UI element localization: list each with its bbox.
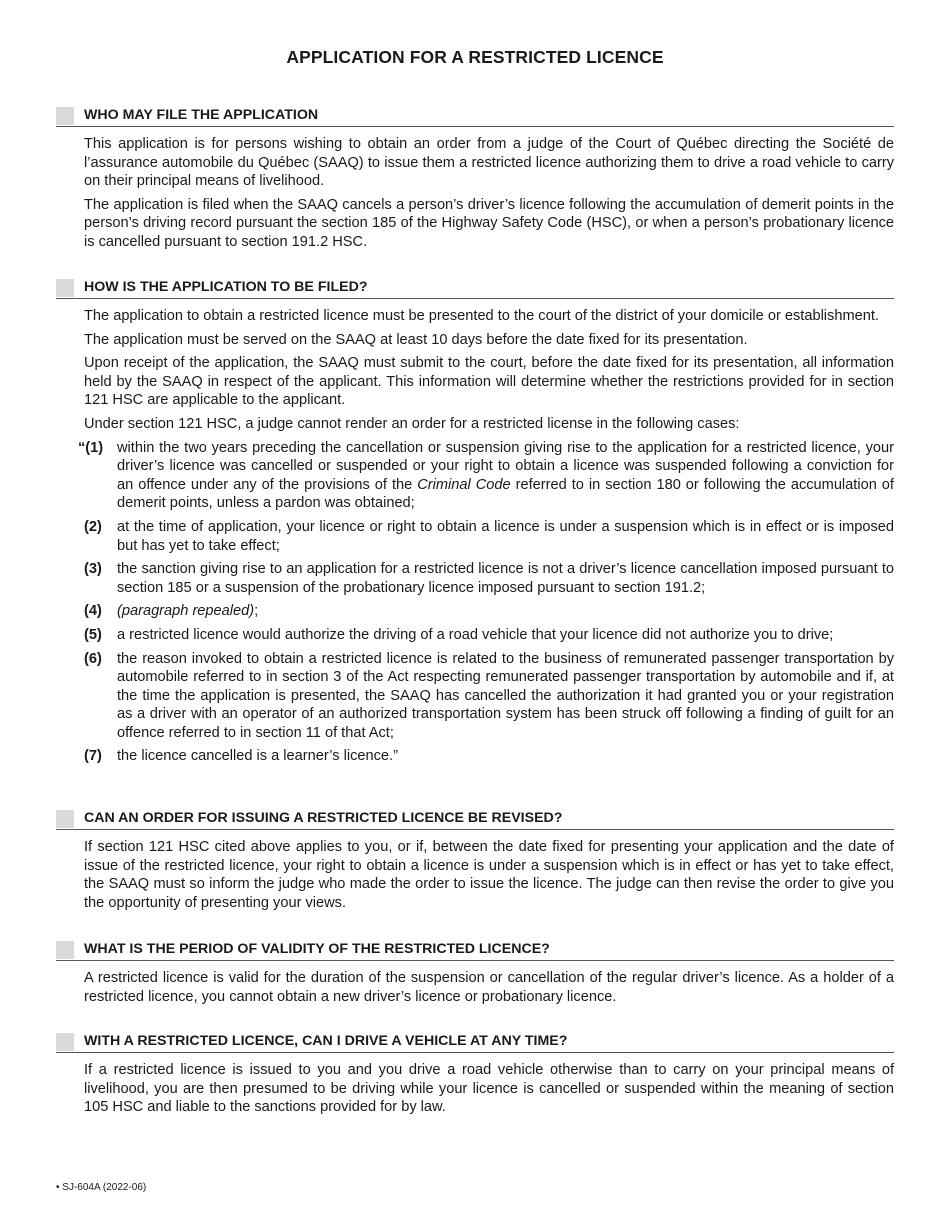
section-heading: WHO MAY FILE THE APPLICATION [84, 107, 319, 123]
section-marker [56, 107, 74, 125]
item-number: (7) [84, 748, 102, 765]
section-order-revised [56, 809, 894, 917]
paragraph: If a restricted licence is issued to you and you drive a road vehicle otherwise than to carry on your principal means of livelihood, you are then presumed to be driving while your licence is cancelled or suspended within the meaning of section 105 HSC and liable to the sanctions provided for by law. [84, 1062, 894, 1116]
restriction-list [78, 439, 894, 767]
page-title: APPLICATION FOR A RESTRICTED LICENCE [286, 47, 664, 67]
item-text-italic: Criminal Code [417, 476, 511, 493]
section-marker [56, 1033, 74, 1051]
section-heading: WITH A RESTRICTED LICENCE, CAN I DRIVE A VEHICLE AT ANY TIME? [84, 1033, 568, 1049]
section-header [56, 1032, 894, 1053]
paragraph: The application is filed when the SAAQ cancels a person’s driver’s licence following the accumulation of demerit points in the person’s driving record pursuant the section 185 of the Highway Safety Code (HSC), or when a person’s probationary licence is cancelled pursuant to section 191.2 HSC. [84, 196, 894, 250]
item-text: referred to in section 180 or following the accumulation of demerit points, unless a pardon was obtained; [117, 476, 894, 512]
paragraph: Upon receipt of the application, the SAAQ must submit to the court, before the date fixed for its presentation, all information held by the SAAQ in respect of the applicant. This information will determine whether the restrictions provided for in section 121 HSC are applicable to the applicant. [84, 355, 894, 409]
section-drive-any-time [56, 1032, 894, 1122]
item-number: (2) [84, 518, 102, 535]
section-marker [56, 810, 74, 828]
list-item [84, 626, 894, 645]
section-who-may-file [56, 106, 894, 257]
item-number: (3) [84, 561, 102, 578]
paragraph: Under section 121 HSC, a judge cannot render an order for a restricted license in the following cases: [84, 415, 740, 432]
list-item [78, 439, 894, 513]
section-header [56, 278, 894, 299]
paragraph: A restricted licence is valid for the duration of the suspension or cancellation of the regular driver’s licence. As a holder of a restricted licence, you cannot obtain a new driver’s licence or probationary licence. [84, 970, 894, 1005]
section-heading: HOW IS THE APPLICATION TO BE FILED? [84, 279, 368, 295]
list-item [84, 650, 894, 743]
paragraph: The application must be served on the SAAQ at least 10 days before the date fixed for its presentation. [84, 331, 748, 348]
section-heading: WHAT IS THE PERIOD OF VALIDITY OF THE RESTRICTED LICENCE? [84, 941, 550, 957]
form-code: • SJ-604A (2022-06) [56, 1182, 147, 1193]
section-header [56, 106, 894, 127]
item-text: within the two years preceding the cancellation or suspension giving rise to the application for a restricted licence, your driver’s licence was cancelled or suspended or your right to obtain a licence was suspended following a conviction for an offence under any of the provisions of the [117, 439, 894, 493]
item-text: the sanction giving rise to an application for a restricted licence is not a driver’s licence cancellation imposed pursuant to section 185 or a suspension of the probationary licence imposed pursuant to section 191.2; [117, 561, 894, 596]
item-number: (4) [84, 603, 102, 620]
section-header [56, 809, 894, 830]
list-item [84, 747, 894, 766]
paragraph: This application is for persons wishing to obtain an order from a judge of the Court of Québec directing the Société de l’assurance automobile du Québec (SAAQ) to issue them a restricted licence authorizing them to drive a road vehicle to carry on their principal means of livelihood. [84, 136, 894, 190]
item-text: ; [254, 603, 259, 620]
section-heading: CAN AN ORDER FOR ISSUING A RESTRICTED LICENCE BE REVISED? [84, 810, 563, 826]
item-text: the licence cancelled is a learner’s licence.” [117, 748, 398, 765]
list-item [84, 602, 894, 621]
paragraph: If section 121 HSC cited above applies to you, or if, between the date fixed for presenting your application and the date of issue of the restricted licence, your right to obtain a licence is under a suspension which is in effect or has yet to take effect, the SAAQ must so inform the judge who made the order to issue the licence. The judge can then revise the order to give you the opportunity of presenting your views. [84, 839, 894, 911]
list-item [84, 560, 894, 597]
item-text: at the time of application, your licence or right to obtain a licence is under a suspension which is in effect or is imposed but has yet to take effect; [117, 518, 894, 554]
section-marker [56, 279, 74, 297]
section-period-validity [56, 940, 894, 1011]
section-how-to-file [56, 278, 894, 771]
paragraph: The application to obtain a restricted licence must be presented to the court of the district of your domicile or establishment. [84, 308, 879, 324]
item-number: “(1) [78, 439, 104, 456]
list-item [84, 518, 894, 555]
item-text: a restricted licence would authorize the driving of a road vehicle that your licence did not authorize you to drive; [117, 626, 834, 643]
section-marker [56, 941, 74, 959]
item-number: (6) [84, 650, 102, 667]
item-number: (5) [84, 626, 102, 643]
item-text-italic: (paragraph repealed) [117, 603, 255, 620]
section-header [56, 940, 894, 961]
item-text: the reason invoked to obtain a restricted licence is related to the business of remunerated passenger transportation by automobile referred to in section 3 of the Act respecting remunerated passenger transportation by automobile and if, at the time the application is presented, the SAAQ has cancelled the authorization it had granted you or your registration as a driver with an operator of an authorized transportation system has been struck off following a finding of guilt for an offence referred to in section 11 of that Act; [117, 650, 894, 741]
